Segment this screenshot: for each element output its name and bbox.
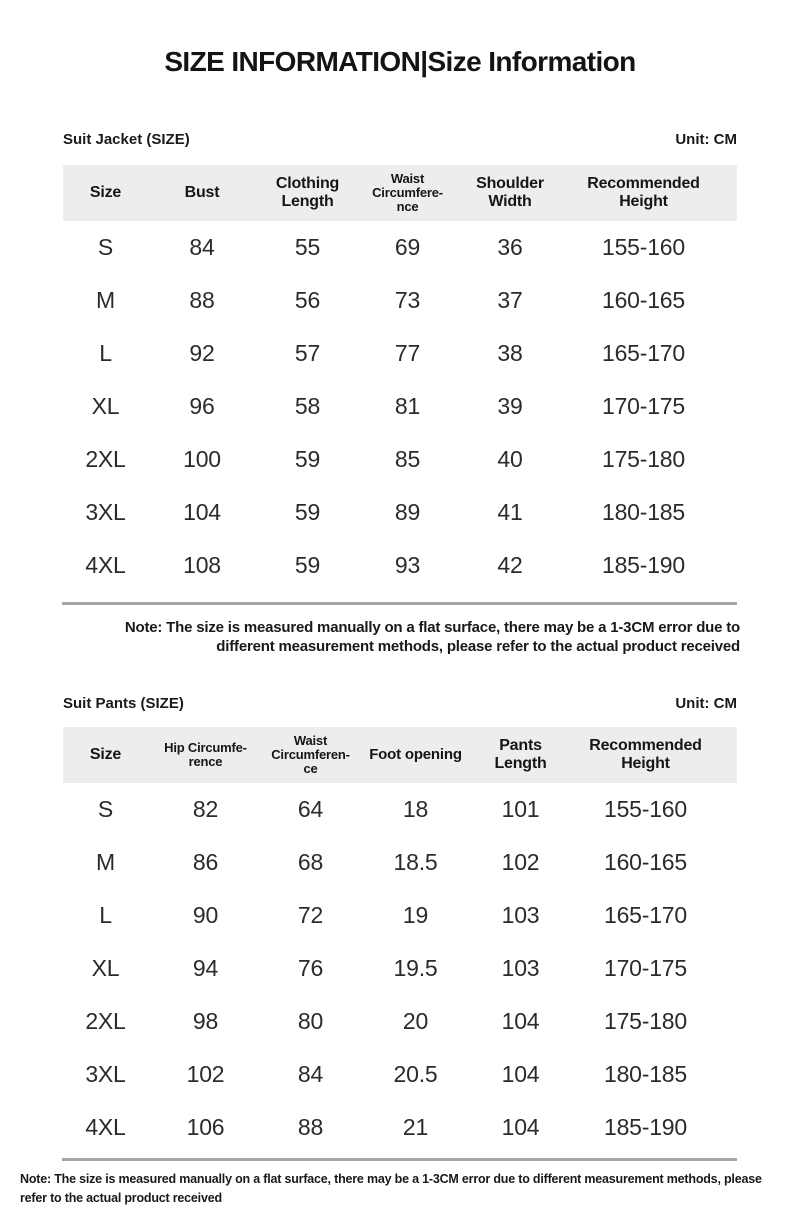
table-cell: L <box>99 902 112 928</box>
table-cell: 59 <box>294 552 321 578</box>
table-cell: 19.5 <box>393 955 438 981</box>
table-cell: 104 <box>501 1114 540 1140</box>
table-cell: 165-170 <box>601 340 685 366</box>
header-line: Pants <box>499 737 542 754</box>
table-cell: 19 <box>402 902 429 928</box>
table-cell: 38 <box>497 340 523 366</box>
table-cell: 18.5 <box>393 849 438 875</box>
table-cell: 104 <box>501 1008 540 1034</box>
table-cell: 175-180 <box>601 446 685 472</box>
jacket-size-table <box>63 165 737 592</box>
table-cell: 57 <box>294 340 321 366</box>
table-cell: 106 <box>186 1114 225 1140</box>
table-cell: 85 <box>394 446 421 472</box>
pants-note-line1: Note: The size is measured manually on a flat surface, there may be a 1-3CM error due to different measurement methods, please <box>20 1172 762 1186</box>
table-cell: 21 <box>402 1114 429 1140</box>
table-cell: 92 <box>189 340 215 366</box>
jacket-unit-label: Unit: CM <box>675 131 737 148</box>
jacket-header-waist-circumference <box>359 172 456 214</box>
jacket-header-recommended-height <box>564 175 723 211</box>
table-cell: S <box>97 796 114 822</box>
table-cell: 42 <box>497 552 523 578</box>
table-cell: 76 <box>297 955 324 981</box>
pants-section-label: Suit Pants (SIZE) <box>63 695 184 712</box>
header-line: Waist <box>293 733 328 748</box>
table-cell: 88 <box>297 1114 324 1140</box>
table-cell: 155-160 <box>603 796 687 822</box>
header-line: Waist <box>390 171 425 186</box>
table-cell: 37 <box>497 287 523 313</box>
table-row <box>63 1101 737 1154</box>
header-line: nce <box>396 199 419 214</box>
table-cell: 88 <box>189 287 215 313</box>
table-cell: 68 <box>297 849 324 875</box>
table-cell: 39 <box>497 393 523 419</box>
table-cell: 93 <box>394 552 421 578</box>
jacket-header-size <box>63 184 148 202</box>
table-cell: M <box>96 849 115 875</box>
pants-header-waist-circumference <box>263 734 358 776</box>
pants-header-size <box>63 746 148 764</box>
table-cell: 2XL <box>85 1008 126 1034</box>
table-cell: 89 <box>394 499 421 525</box>
table-cell: 94 <box>192 955 219 981</box>
page-title: SIZE INFORMATION|Size Information <box>164 46 636 77</box>
pants-header-pants-length <box>473 737 568 773</box>
jacket-section-label: Suit Jacket (SIZE) <box>63 131 190 148</box>
header-line: Size <box>89 746 122 763</box>
table-cell: 103 <box>501 902 540 928</box>
jacket-header-bust <box>148 184 256 202</box>
table-row <box>63 836 737 889</box>
table-cell: 90 <box>192 902 219 928</box>
table-row <box>63 942 737 995</box>
jacket-header-shoulder-width <box>456 175 564 211</box>
jacket-note-line2: different measurement methods, please refer to the actual product received <box>216 638 740 655</box>
table-cell: 104 <box>501 1061 540 1087</box>
table-cell: 170-175 <box>603 955 687 981</box>
table-cell: 3XL <box>85 499 126 525</box>
table-cell: 160-165 <box>603 849 687 875</box>
table-cell: 69 <box>394 234 421 260</box>
table-cell: 20 <box>402 1008 429 1034</box>
table-cell: 100 <box>183 446 221 472</box>
table-cell: 3XL <box>85 1061 126 1087</box>
pants-header-recommended-height <box>568 737 723 773</box>
header-line: rence <box>188 754 223 769</box>
table-cell: 185-190 <box>601 552 685 578</box>
table-cell: 72 <box>297 902 324 928</box>
header-line: Width <box>488 193 532 210</box>
table-cell: XL <box>91 955 120 981</box>
table-cell: 104 <box>183 499 221 525</box>
table-cell: 180-185 <box>603 1061 687 1087</box>
table-cell: 98 <box>192 1008 219 1034</box>
table-row <box>63 221 737 274</box>
header-line: Recommended Height <box>587 175 700 210</box>
pants-note <box>20 1170 775 1208</box>
table-row <box>63 889 737 942</box>
table-row <box>63 380 737 433</box>
table-cell: 56 <box>294 287 321 313</box>
table-cell: 84 <box>297 1061 324 1087</box>
jacket-table-divider <box>62 602 737 605</box>
jacket-section-header <box>63 131 737 149</box>
pants-table-divider <box>62 1158 737 1161</box>
header-line: Circumferen- <box>271 747 350 762</box>
table-cell: 80 <box>297 1008 324 1034</box>
header-line: Clothing <box>275 175 340 192</box>
table-cell: 86 <box>192 849 219 875</box>
jacket-table-header-row <box>63 165 737 221</box>
table-cell: L <box>99 340 112 366</box>
table-cell: 170-175 <box>601 393 685 419</box>
table-cell: 77 <box>394 340 421 366</box>
jacket-note-line1: Note: The size is measured manually on a flat surface, there may be a 1-3CM error due to <box>124 619 740 636</box>
pants-note-line2: refer to the actual product received <box>20 1191 222 1205</box>
table-cell: 2XL <box>85 446 126 472</box>
table-cell: 58 <box>294 393 321 419</box>
jacket-note <box>63 618 740 656</box>
pants-header-hip-circumference <box>148 741 263 769</box>
pants-size-table <box>63 727 737 1154</box>
pants-section-header <box>63 695 737 713</box>
table-cell: 175-180 <box>603 1008 687 1034</box>
table-cell: 20.5 <box>393 1061 438 1087</box>
table-cell: 59 <box>294 446 321 472</box>
jacket-header-clothing-length <box>256 175 359 211</box>
table-row <box>63 274 737 327</box>
table-cell: S <box>97 234 114 260</box>
header-line: Length <box>494 755 547 772</box>
header-line: Hip Circumfe- <box>164 740 247 755</box>
jacket-table-body <box>63 221 737 592</box>
table-cell: 84 <box>189 234 215 260</box>
pants-table-body <box>63 783 737 1154</box>
table-cell: 160-165 <box>601 287 685 313</box>
table-cell: 4XL <box>85 1114 126 1140</box>
table-cell: 165-170 <box>603 902 687 928</box>
table-cell: 18 <box>402 796 429 822</box>
table-cell: 41 <box>497 499 523 525</box>
header-line: Circumfere- <box>372 185 443 200</box>
table-cell: 103 <box>501 955 540 981</box>
table-cell: XL <box>91 393 120 419</box>
table-row <box>63 327 737 380</box>
header-line: Recommended Height <box>589 737 702 772</box>
table-cell: 101 <box>501 796 540 822</box>
table-row <box>63 486 737 539</box>
table-row <box>63 433 737 486</box>
table-cell: 155-160 <box>601 234 685 260</box>
pants-unit-label: Unit: CM <box>675 695 737 712</box>
table-cell: 73 <box>394 287 421 313</box>
table-cell: 36 <box>497 234 523 260</box>
table-cell: 82 <box>192 796 219 822</box>
table-cell: 4XL <box>85 552 126 578</box>
table-cell: 108 <box>183 552 221 578</box>
table-row <box>63 1048 737 1101</box>
table-cell: M <box>96 287 115 313</box>
header-line: Length <box>281 193 334 210</box>
table-cell: 40 <box>497 446 523 472</box>
table-row <box>63 783 737 836</box>
header-line: ce <box>303 761 318 776</box>
table-cell: 81 <box>394 393 421 419</box>
header-line: Bust <box>184 184 220 201</box>
table-cell: 180-185 <box>601 499 685 525</box>
header-line: Shoulder <box>476 175 544 192</box>
header-line: Size <box>89 184 122 201</box>
pants-table-header-row <box>63 727 737 783</box>
table-cell: 59 <box>294 499 321 525</box>
pants-header-foot-opening <box>358 746 473 764</box>
table-cell: 64 <box>297 796 324 822</box>
table-cell: 55 <box>294 234 321 260</box>
table-cell: 102 <box>186 1061 225 1087</box>
table-cell: 96 <box>189 393 215 419</box>
table-cell: 185-190 <box>603 1114 687 1140</box>
table-cell: 102 <box>501 849 540 875</box>
table-row <box>63 539 737 592</box>
table-row <box>63 995 737 1048</box>
header-line: Foot opening <box>369 746 462 763</box>
